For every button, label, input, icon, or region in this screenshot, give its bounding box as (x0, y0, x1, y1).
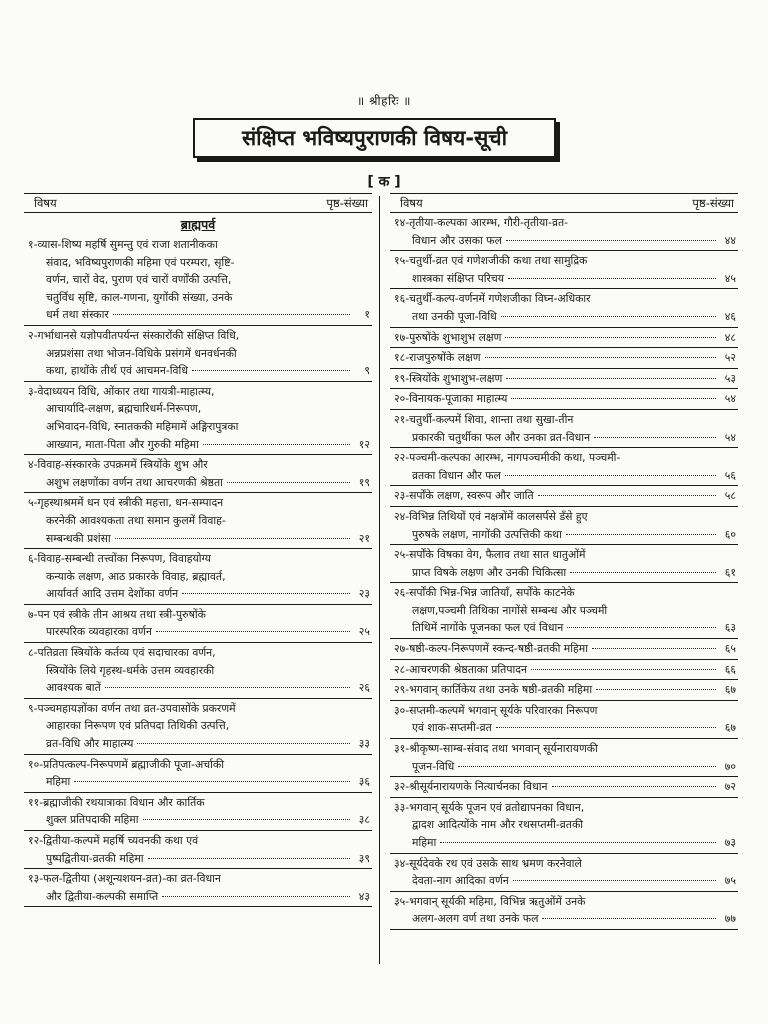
toc-entry (390, 660, 738, 681)
dot-leader (74, 781, 350, 782)
toc-entry-text: २१-चतुर्थी-कल्पमें शिवा, शान्ता तथा सुखा-तीन (394, 412, 574, 426)
toc-entry-text: १८-राजपुरुषोंके लक्षण (394, 351, 481, 365)
toc-entry-text: ३-वेदाध्ययन विधि, ओंकार तथा गायत्री-माहात्म्य, (28, 384, 215, 398)
page-number: ७७ (724, 912, 736, 926)
toc-entry-text: और द्वितीया-कल्पकी समाप्ति (46, 889, 159, 903)
page-header: पृष्ठ-संख्या (326, 195, 368, 210)
dot-leader (113, 314, 350, 315)
toc-entry (390, 892, 738, 930)
page-number: १ (364, 308, 370, 322)
subject-header: विषय (34, 195, 57, 210)
page-number: ५४ (724, 392, 736, 406)
blessing-line: ॥ श्रीहरिः ॥ (357, 94, 411, 108)
toc-entry-last-line (390, 910, 736, 928)
toc-entry-text: प्राप्त विषके लक्षण और उनकी चिकित्सा (412, 565, 567, 579)
dot-leader (203, 444, 350, 445)
toc-entry (390, 545, 738, 583)
toc-entry-last-line (24, 530, 370, 548)
toc-entry-last-line (24, 850, 370, 868)
toc-entry-last-line (390, 619, 736, 637)
toc-entry-text: द्वादश आदित्योंके नाम और रथसप्तमी-व्रतकी (412, 818, 584, 832)
toc-entry-text: व्रत-विधि और माहात्म्य (46, 737, 134, 751)
toc-entry (24, 869, 372, 907)
dot-leader (594, 437, 716, 438)
page-number: ७२ (724, 780, 736, 794)
toc-entry-text: पूजन-विधि (412, 759, 455, 773)
toc-entry-text: महिमा (46, 775, 71, 789)
page-number: ५४ (724, 430, 736, 444)
dot-leader (570, 572, 716, 573)
toc-entry (24, 326, 372, 382)
toc-entry-text: तथा उनकी पूजा-विधि (412, 309, 497, 323)
toc-entry-last-line (390, 661, 736, 679)
toc-entry-text: आहारका निरूपण एवं प्रतिपदा तिथिकी उत्पत्ति, (46, 719, 230, 733)
toc-entry-text: आचार्यादि-लक्षण, ब्रह्मचारिधर्म-निरूपण, (46, 402, 202, 416)
page-number: ४६ (724, 309, 736, 323)
dot-leader (511, 398, 716, 399)
page-number: २३ (358, 587, 370, 601)
toc-entry-last-line (24, 735, 370, 753)
toc-entry-last-line (24, 811, 370, 829)
page-number: ७५ (724, 874, 736, 888)
toc-entry-text: करनेकी आवश्यकता तथा समान कुलमें विवाह- (46, 513, 226, 527)
page-number: १९ (358, 475, 370, 489)
column-divider (379, 196, 380, 964)
toc-entry-last-line (24, 306, 370, 324)
page-number: ५८ (724, 489, 736, 503)
toc-entry-text: २७-षष्ठी-कल्प-निरूपणमें स्कन्द-षष्ठी-व्रतकी महिमा (394, 642, 589, 656)
right-entry-list (390, 213, 738, 930)
toc-entry-text: ३२-श्रीसूर्यनारायणके नित्यार्चनका विधान (394, 780, 548, 794)
toc-entry-text: २३-सर्पोंके लक्षण, स्वरूप और जाति (394, 489, 534, 503)
toc-entry (24, 382, 372, 455)
dot-leader (485, 357, 716, 358)
page-number: ५६ (724, 468, 736, 482)
toc-entry (390, 507, 738, 545)
toc-entry-text: २-गर्भाधानसे यज्ञोपवीतपर्यन्त संस्कारोंकी संक्षिप्त विधि, (28, 328, 240, 342)
page-number: ३९ (358, 851, 370, 865)
toc-entry-text: तिथिमें नागोंके पूजनका फल एवं विधान (412, 621, 564, 635)
toc-entry-text: पारस्परिक व्यवहारका वर्णन (46, 625, 152, 639)
toc-entry (24, 699, 372, 755)
toc-entry-last-line (390, 640, 736, 658)
subject-header: विषय (400, 195, 423, 210)
toc-entry (24, 455, 372, 493)
section-mark: [ क ] (367, 174, 401, 190)
dot-leader (227, 482, 350, 483)
dot-leader (496, 727, 716, 728)
dot-leader (505, 337, 716, 338)
page-number: ६३ (724, 621, 736, 635)
page-number: ३३ (358, 737, 370, 751)
toc-entry-text: २९-भगवान् कार्तिकेय तथा उनके षष्ठी-व्रतकी महिमा (394, 683, 593, 697)
toc-entry (390, 486, 738, 507)
toc-entry (24, 831, 372, 869)
toc-entry-text: संवाद, भविष्यपुराणकी महिमा एवं परम्परा, सृष्टि- (46, 255, 235, 269)
toc-entry-text: पुष्पद्वितीया-व्रतकी महिमा (46, 851, 144, 865)
toc-entry-text: प्रकारकी चतुर्थीका फल और उनका व्रत-विधान (412, 430, 591, 444)
dot-leader (596, 689, 716, 690)
toc-entry-text: २८-आचरणकी श्रेष्ठताका प्रतिपादन (394, 662, 527, 676)
toc-entry-text: शास्त्रका संक्षिप्त परिचय (412, 271, 505, 285)
toc-entry (390, 680, 738, 701)
page-number: १२ (358, 437, 370, 451)
toc-entry-text: पुरुषके लक्षण, नागोंकी उत्पत्तिकी कथा (412, 527, 562, 541)
toc-entry-last-line (390, 467, 736, 485)
dot-leader (162, 896, 350, 897)
toc-entry-last-line (390, 308, 736, 326)
toc-entry-last-line (390, 349, 736, 367)
toc-entry-text: अशुभ लक्षणोंका वर्णन तथा आचरणकी श्रेष्ठता (46, 475, 223, 489)
dot-leader (538, 495, 716, 496)
toc-entry-last-line (390, 370, 736, 388)
toc-entry-text: अन्नप्रशंसा तथा भोजन-विधिके प्रसंगमें धनवर्धनकी (46, 346, 237, 360)
toc-entry-last-line (390, 564, 736, 582)
toc-entry-last-line (24, 474, 370, 492)
page-number: ७३ (724, 836, 736, 849)
toc-entry-text: ३१-श्रीकृष्ण-साम्ब-संवाद तथा भगवान् सूर्यनारायणकी (394, 742, 598, 756)
page-title: संक्षिप्त भविष्यपुराणकी विषय-सूची (193, 118, 556, 158)
toc-entry-last-line (24, 585, 370, 603)
toc-entry-text: विधान और उसका फल (412, 233, 502, 247)
dot-leader (566, 534, 716, 535)
toc-entry-text: ११-ब्रह्माजीकी रथयात्राका विधान और कार्तिक (28, 795, 205, 809)
toc-entry-text: चतुर्विध सृष्टि, काल-गणना, युगोंकी संख्या, उनके (46, 290, 233, 304)
right-column-header (390, 193, 738, 213)
toc-entry (24, 605, 372, 643)
toc-entry-text: ३५-भगवान् सूर्यकी महिमा, विभिन्न ऋतुओंमें उनके (394, 894, 586, 908)
toc-entry-last-line (390, 778, 736, 796)
toc-entry-text: ४-विवाह-संस्कारके उपक्रममें स्त्रियोंके शुभ और (28, 458, 208, 472)
page-header: पृष्ठ-संख्या (692, 195, 734, 210)
dot-leader (458, 766, 716, 767)
dot-leader (148, 858, 350, 859)
page-number: ३६ (358, 775, 370, 789)
toc-entry-text: ३४-सूर्यदेवके रथ एवं उसके साथ भ्रमण करनेवाले (394, 856, 582, 870)
toc-entry-last-line (24, 773, 370, 791)
toc-entry-last-line (390, 834, 736, 852)
page-number: ६७ (724, 721, 736, 735)
dot-leader (505, 475, 716, 476)
toc-entry (390, 410, 738, 448)
toc-entry-last-line (390, 526, 736, 544)
toc-entry-last-line (390, 270, 736, 288)
toc-entry-last-line (24, 679, 370, 697)
dot-leader (192, 370, 350, 371)
toc-entry-text: धर्म तथा संस्कार (46, 308, 109, 322)
dot-leader (592, 648, 716, 649)
toc-entry-last-line (390, 390, 736, 408)
toc-entry (390, 854, 738, 892)
dot-leader (531, 669, 716, 670)
toc-entry-last-line (390, 681, 736, 699)
toc-entry-text: २६-सर्पोंकी भिन्न-भिन्न जातियाँ, सर्पोंके काटनेके (394, 586, 575, 600)
page-number: ४३ (358, 889, 370, 903)
toc-entry (390, 348, 738, 369)
toc-entry-text: १०-प्रतिपत्कल्प-निरूपणमें ब्रह्माजीकी पूजा-अर्चाकी (28, 757, 224, 771)
dot-leader (506, 378, 716, 379)
dot-leader (440, 842, 716, 843)
page-number: ७० (724, 759, 736, 773)
toc-entry-text: ६-विवाह-सम्बन्धी तत्त्वोंका निरूपण, विवाहयोग्य (28, 552, 211, 566)
toc-entry (390, 448, 738, 486)
dot-leader (508, 278, 716, 279)
dot-leader (501, 316, 716, 317)
toc-entry (24, 755, 372, 793)
toc-entry-last-line (24, 623, 370, 641)
toc-entry-last-line (390, 487, 736, 505)
toc-entry-last-line (390, 872, 736, 890)
toc-entry-last-line (390, 232, 736, 250)
toc-entry (390, 251, 738, 289)
toc-entry (24, 793, 372, 831)
toc-entry-text: २०-विनायक-पूजाका माहात्म्य (394, 392, 508, 406)
toc-entry-text: १५-चतुर्थी-व्रत एवं गणेशजीकी कथा तथा सामुद्रिक (394, 254, 588, 268)
toc-entry-text: १२-द्वितीया-कल्पमें महर्षि च्यवनकी कथा एवं (28, 834, 199, 847)
toc-entry-last-line (390, 329, 736, 347)
toc-entry-text: १३-फल-द्वितीया (अशून्यशयन-व्रत)-का व्रत-विधान (28, 872, 221, 886)
toc-entry-text: १-व्यास-शिष्य महर्षि सुमन्तु एवं राजा शतानीकका (28, 238, 218, 251)
toc-entry-text: ३३-भगवान् सूर्यके पूजन एवं व्रतोद्यापनका विधान, (394, 800, 585, 814)
toc-entry-text: ९-पञ्चमहायज्ञोंका वर्णन तथा व्रत-उपवासोंके प्रकरणमें (28, 701, 236, 715)
toc-entry-text: २५-सर्पोंके विषका वेग, फैलाव तथा सात धातुओंमें (394, 548, 586, 562)
toc-entry-text: ३०-सप्तमी-कल्पमें भगवान् सूर्यके परिवारका निरूपण (394, 703, 598, 717)
toc-entry-text: अभिवादन-विधि, स्नातककी महिमामें अङ्गिरापुत्रका (46, 419, 239, 433)
toc-entry-text: शुक्ल प्रतिपदाकी महिमा (46, 813, 139, 827)
page-number: ६६ (724, 662, 736, 676)
toc-entry-text: आर्यावर्त आदि उत्तम देशोंका वर्णन (46, 587, 179, 601)
page-number: ५३ (724, 371, 736, 385)
toc-entry-last-line (390, 758, 736, 776)
toc-entry (390, 583, 738, 639)
dot-leader (552, 786, 717, 787)
toc-entry-text: व्रतका विधान और फल (412, 468, 501, 482)
dot-leader (567, 627, 716, 628)
dot-leader (513, 880, 716, 881)
dot-leader (115, 538, 350, 539)
toc-entry-text: १७-पुरुषोंके शुभाशुभ लक्षण (394, 330, 502, 344)
toc-entry (390, 639, 738, 660)
toc-entry-text: ८-पतिव्रता स्त्रियोंके कर्तव्य एवं सदाचारका वर्णन, (28, 646, 216, 660)
page-number: ३८ (358, 813, 370, 827)
toc-entry-text: २४-विभिन्न तिथियों एवं नक्षत्रोंमें कालसर्पसे डँसे हुए (394, 509, 588, 523)
toc-entry-text: महिमा (412, 836, 437, 849)
toc-entry-text: देवता-नाग आदिका वर्णन (412, 874, 509, 888)
toc-entry (24, 549, 372, 605)
toc-entry-text: १९-स्त्रियोंके शुभाशुभ-लक्षण (394, 371, 503, 385)
toc-entry-text: २२-पञ्चमी-कल्पका आरम्भ, नागपञ्चमीकी कथा, पञ्चमी- (394, 451, 621, 465)
dot-leader (105, 687, 350, 688)
toc-entry-text: ७-पन एवं स्त्रीके तीन आश्रय तथा स्त्री-पुरुषोंके (28, 607, 206, 621)
toc-entry-text: आवश्यक बातें (46, 681, 101, 695)
page-number: ४५ (724, 271, 736, 285)
page-number: ९ (364, 364, 370, 378)
toc-entry (390, 369, 738, 390)
toc-entry (24, 235, 372, 326)
toc-entry (24, 643, 372, 699)
page-number: २६ (358, 681, 370, 695)
dot-leader (143, 819, 351, 820)
toc-entry-last-line (390, 429, 736, 447)
left-column (24, 193, 372, 907)
left-column-header (24, 193, 372, 213)
dot-leader (137, 743, 350, 744)
toc-entry (390, 777, 738, 798)
right-column (390, 193, 738, 930)
toc-entry-last-line (24, 888, 370, 906)
dot-leader (156, 631, 350, 632)
toc-entry-text: १६-चतुर्थी-कल्प-वर्णनमें गणेशजीका विघ्न-अधिकार (394, 292, 591, 306)
toc-entry-text: १४-तृतीया-कल्पका आरम्भ, गौरी-तृतीया-व्रत- (394, 216, 568, 229)
toc-entry-last-line (390, 719, 736, 737)
toc-entry-last-line (24, 436, 370, 454)
toc-entry-text: वर्णन, चारों वेद, पुराण एवं चारों वर्णोंकी उत्पत्ति, (46, 273, 232, 287)
toc-entry (390, 389, 738, 410)
page-number: ५२ (724, 351, 736, 365)
toc-entry-text: लक्षण,पञ्चमी तिथिका नागोंसे सम्बन्ध और पञ्चमी (412, 603, 608, 617)
left-entry-list (24, 235, 372, 907)
page-number: ४४ (724, 233, 736, 247)
toc-entry (390, 289, 738, 327)
dot-leader (542, 918, 716, 919)
page-number: २१ (358, 531, 370, 545)
page-number: २५ (358, 625, 370, 639)
page-number: ६१ (724, 565, 736, 579)
toc-entry-text: कन्याके लक्षण, आठ प्रकारके विवाह, ब्रह्मावर्त, (46, 569, 226, 583)
toc-entry (24, 493, 372, 549)
toc-entry (390, 739, 738, 777)
toc-entry (390, 213, 738, 251)
toc-entry-text: कथा, हाथोंके तीर्थ एवं आचमन-विधि (46, 364, 188, 378)
dot-leader (506, 240, 716, 241)
parva-heading: ब्राह्मपर्व (180, 217, 216, 232)
toc-entry-last-line (24, 362, 370, 380)
toc-entry-text: सम्बन्धकी प्रशंसा (46, 531, 111, 545)
page-number: ६७ (724, 683, 736, 697)
toc-entry-text: अलग-अलग वर्ण तथा उनके फल (412, 912, 539, 926)
toc-entry-text: एवं शाक-सप्तमी-व्रत (412, 721, 492, 735)
toc-entry (390, 328, 738, 349)
toc-entry (390, 701, 738, 739)
dot-leader (182, 593, 350, 594)
page-number: ६० (724, 527, 736, 541)
toc-entry-text: स्त्रियोंके लिये गृहस्थ-धर्मके उत्तम व्यवहारकी (46, 663, 215, 677)
toc-entry-text: ५-गृहस्थाश्रममें धन एवं स्त्रीकी महत्ता, धन-सम्पादन (28, 496, 224, 510)
page-number: ४८ (724, 330, 736, 344)
page-number: ६५ (724, 642, 736, 656)
toc-entry (390, 798, 738, 854)
toc-entry-text: आख्यान, माता-पिता और गुरुकी महिमा (46, 437, 199, 451)
